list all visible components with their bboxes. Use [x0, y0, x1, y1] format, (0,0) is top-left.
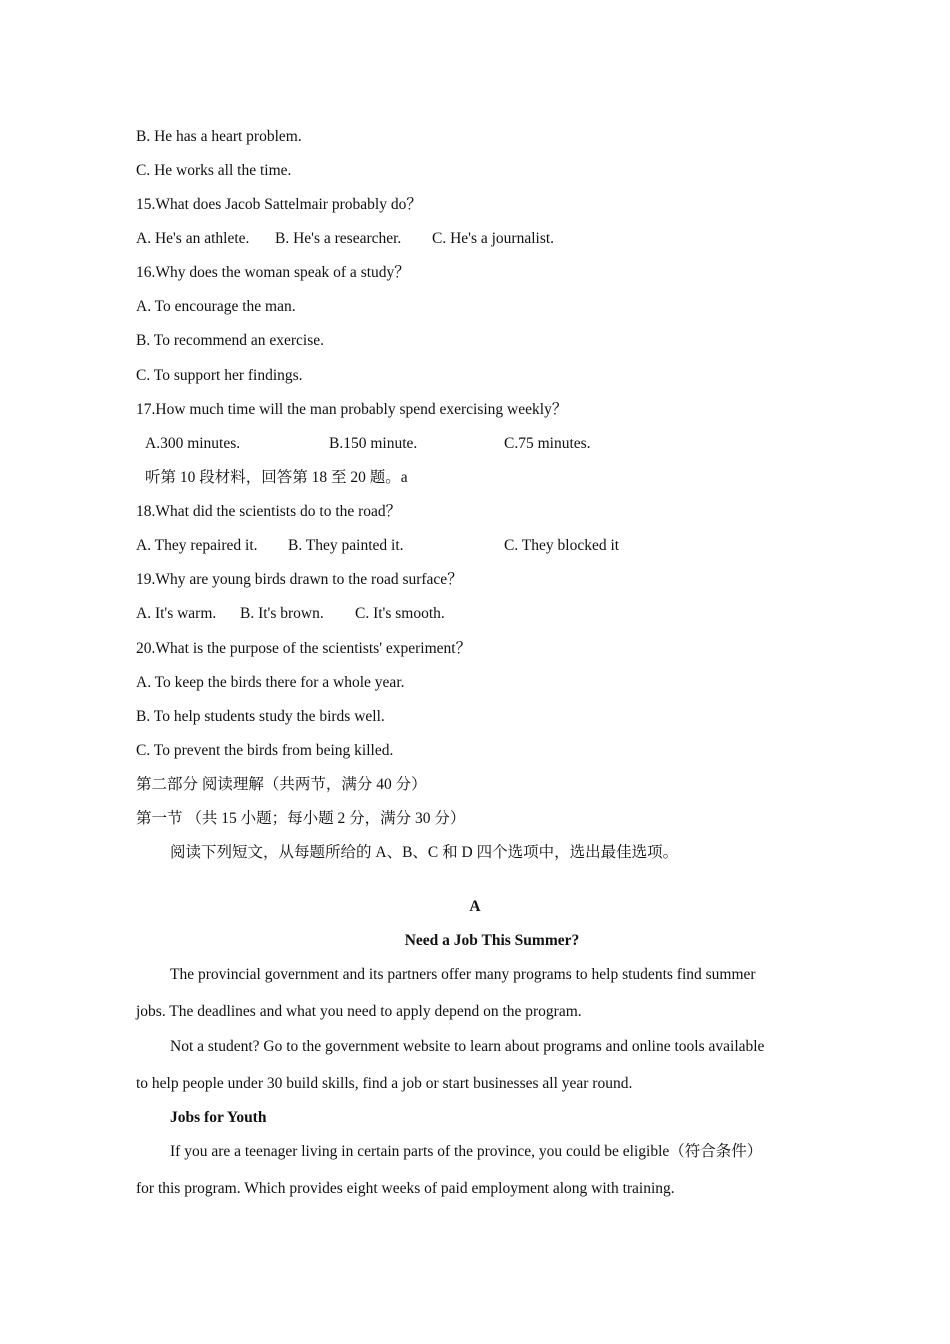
q16-option-a: A. To encourage the man. — [136, 298, 296, 315]
q16-option-b: B. To recommend an exercise. — [136, 332, 325, 349]
section-one-heading: 第一节 （共 15 小题；每小题 2 分，满分 30 分） — [136, 810, 466, 827]
q15-option-a: A. He's an athlete. — [136, 230, 250, 247]
q19-question: 19.Why are young birds drawn to the road surface？ — [136, 571, 463, 588]
q18-options — [0, 536, 950, 556]
q20-option-c: C. To prevent the birds from being killed. — [136, 742, 394, 759]
q19-option-c: C. It's smooth. — [355, 605, 445, 622]
q18-option-c: C. They blocked it — [504, 537, 620, 554]
passage-title: Need a Job This Summer? — [404, 932, 580, 949]
paragraph-2-line-1: Not a student? Go to the government website to learn about programs and online tools available — [170, 1038, 765, 1055]
reading-instruction: 阅读下列短文，从每题所给的 A、B、C 和 D 四个选项中，选出最佳选项。 — [170, 844, 679, 861]
q19-option-b: B. It's brown. — [240, 605, 324, 622]
part-two-heading: 第二部分 阅读理解（共两节，满分 40 分） — [136, 776, 427, 793]
paragraph-2-line-2: to help people under 30 build skills, find a job or start businesses all year round. — [136, 1075, 633, 1092]
paragraph-3-line-1: If you are a teenager living in certain parts of the province, you could be eligible（符合条件） — [170, 1143, 763, 1160]
q15-option-c: C. He's a journalist. — [432, 230, 555, 247]
q18-question: 18.What did the scientists do to the road？ — [136, 503, 402, 520]
subheading-jobs-for-youth: Jobs for Youth — [170, 1109, 267, 1126]
q15-options — [0, 229, 950, 249]
q20-option-a: A. To keep the birds there for a whole year. — [136, 674, 405, 691]
q20-question: 20.What is the purpose of the scientists' experiment？ — [136, 640, 472, 657]
q17-option-c: C.75 minutes. — [504, 435, 591, 452]
q17-question: 17.How much time will the man probably spend exercising weekly？ — [136, 401, 568, 418]
paragraph-1-line-1: The provincial government and its partners offer many programs to help students find summer — [170, 966, 756, 983]
q19-option-a: A. It's warm. — [136, 605, 217, 622]
q16-question: 16.Why does the woman speak of a study？ — [136, 264, 410, 281]
passage-letter: A — [469, 898, 481, 915]
q18-option-b: B. They painted it. — [288, 537, 404, 554]
q15-question: 15.What does Jacob Sattelmair probably do？ — [136, 196, 422, 213]
q14-option-b: B. He has a heart problem. — [136, 128, 302, 145]
q17-option-a: A.300 minutes. — [145, 435, 241, 452]
q18-option-a: A. They repaired it. — [136, 537, 258, 554]
paragraph-3-line-2: for this program. Which provides eight weeks of paid employment along with training. — [136, 1180, 675, 1197]
q16-option-c: C. To support her findings. — [136, 367, 303, 384]
section-10-instruction: 听第 10 段材料，回答第 18 至 20 题。a — [145, 469, 408, 486]
q20-option-b: B. To help students study the birds well. — [136, 708, 385, 725]
paragraph-1-line-2: jobs. The deadlines and what you need to apply depend on the program. — [136, 1003, 582, 1020]
q17-option-b: B.150 minute. — [329, 435, 418, 452]
q15-option-b: B. He's a researcher. — [275, 230, 402, 247]
q14-option-c: C. He works all the time. — [136, 162, 292, 179]
q19-options — [0, 604, 950, 624]
q17-options — [0, 434, 950, 454]
